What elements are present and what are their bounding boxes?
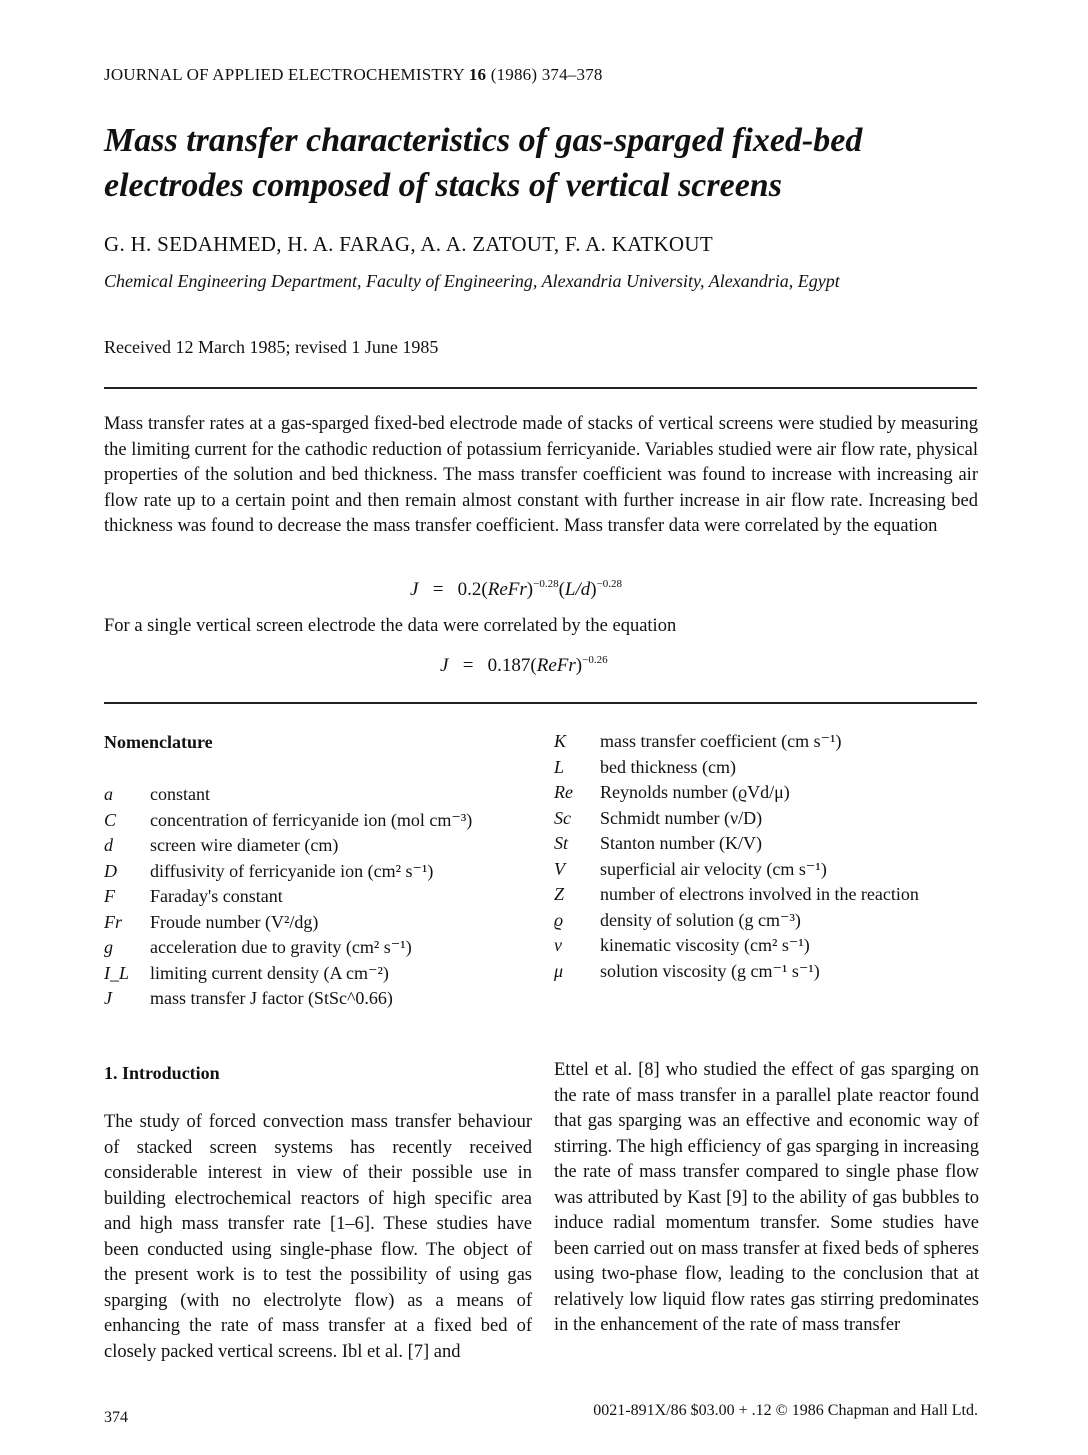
equation-2: J = 0.187(ReFr)$^{-0.26}$ — [440, 654, 608, 676]
introduction-heading: 1. Introduction — [104, 1063, 220, 1083]
nomenclature-item: F Faraday's constant — [104, 886, 283, 906]
abstract-paragraph: Mass transfer rates at a gas-sparged fixed-bed electrode made of stacks of vertical screens were studied by measuring the limiting current for the cathodic reduction of potassium ferricyanide. Variables studied were air flow rate, physical properties of the solution and bed thickness. The mass transfer coefficient was found to increase with increasing air flow rate up to a certain point and then remain almost constant with further increase in air flow rate. Increasing bed thickness was found to decrease the mass transfer coefficient. Mass transfer data were correlated by the equation — [104, 414, 978, 536]
journal-year-pages: (1986) 374–378 — [490, 65, 603, 84]
nomenclature-item: J mass transfer J factor (StSc^0.66) — [104, 988, 393, 1008]
nomenclature-item: Z number of electrons involved in the reaction — [554, 884, 919, 904]
nomenclature-left-list — [104, 782, 532, 1012]
nomenclature-item: D diffusivity of ferricyanide ion (cm² s⁻¹) — [104, 860, 434, 881]
nomenclature-item: I_L limiting current density (A cm⁻²) — [104, 962, 389, 983]
introduction-right-column: Ettel et al. [8] who studied the effect of gas sparging on the rate of mass transfer in a parallel plate reactor found that gas sparging was an effective and economic way of stirring. The high efficiency of gas sparging in increasing the rate of mass transfer compared to single phase flow was attributed by Kast [9] to the ability of gas bubbles to induce radial momentum transfer. Some studies have been carried out on mass transfer at fixed beds of spheres using two-phase flow, leading to the conclusion that at relatively low liquid flow rates gas stirring predominates in the enhancement of the rate of mass transfer — [554, 1060, 979, 1335]
nomenclature-item: g acceleration due to gravity (cm² s⁻¹) — [104, 937, 412, 957]
journal-volume: 16 — [468, 65, 487, 84]
page-number: 374 — [104, 1409, 128, 1426]
introduction-left-column: The study of forced convection mass transfer behaviour of stacked screen systems has recently received considerable interest in view of their possible use in building electrochemical reactors of high specific area and high mass transfer rate [1–6]. These studies have been conducted using single-phase flow. The object of the present work is to test the possibility of using gas sparging (with no electrolyte flow) as a means of enhancing the rate of mass transfer at a fixed bed of closely packed vertical screens. Ibl et al. [7] and — [104, 1112, 532, 1362]
nomenclature-item: d screen wire diameter (cm) — [104, 835, 339, 855]
journal-name: JOURNAL OF APPLIED ELECTROCHEMISTRY — [104, 65, 465, 84]
nomenclature-item: L bed thickness (cm) — [554, 756, 736, 777]
received-dates: Received 12 March 1985; revised 1 June 1985 — [104, 337, 439, 357]
abstract-paragraph-2: For a single vertical screen electrode the data were correlated by the equation — [104, 616, 677, 636]
equation-1: J = $0.2(ReFr)^{-0.28}(L/d)^{-0.28}$ — [410, 578, 623, 600]
nomenclature-item: ϱ density of solution (g cm⁻³) — [554, 909, 801, 930]
authors: G. H. SEDAHMED, H. A. FARAG, A. A. ZATOUT, F. A. KATKOUT — [104, 232, 713, 256]
nomenclature-item: a constant — [104, 784, 210, 804]
article-title: Mass transfer characteristics of gas-sparged fixed-bed electrodes composed of stacks of vertical screens — [104, 122, 863, 204]
nomenclature-item: ν kinematic viscosity (cm² s⁻¹) — [554, 935, 810, 955]
affiliation: Chemical Engineering Department, Faculty of Engineering, Alexandria University, Alexandria, Egypt — [104, 271, 840, 291]
nomenclature-heading: Nomenclature — [104, 732, 213, 752]
journal-header — [104, 65, 603, 85]
nomenclature-right-list — [554, 729, 979, 984]
nomenclature-item: C concentration of ferricyanide ion (mol cm⁻³) — [104, 809, 473, 830]
divider-top — [104, 387, 977, 389]
nomenclature-item: μ solution viscosity (g cm⁻¹ s⁻¹) — [554, 960, 820, 981]
nomenclature-item: Fr Froude number (V²/dg) — [104, 911, 319, 932]
divider-bottom — [104, 702, 977, 704]
nomenclature-item: Sc Schmidt number (ν/D) — [554, 807, 763, 828]
nomenclature-item: Re Reynolds number (ϱVd/μ) — [554, 782, 790, 802]
copyright-line: 0021-891X/86 $03.00 + .12 © 1986 Chapman and Hall Ltd. — [593, 1402, 978, 1419]
nomenclature-item: K mass transfer coefficient (cm s⁻¹) — [554, 731, 842, 751]
nomenclature-item: V superficial air velocity (cm s⁻¹) — [554, 858, 827, 879]
nomenclature-item: St Stanton number (K/V) — [554, 833, 762, 853]
